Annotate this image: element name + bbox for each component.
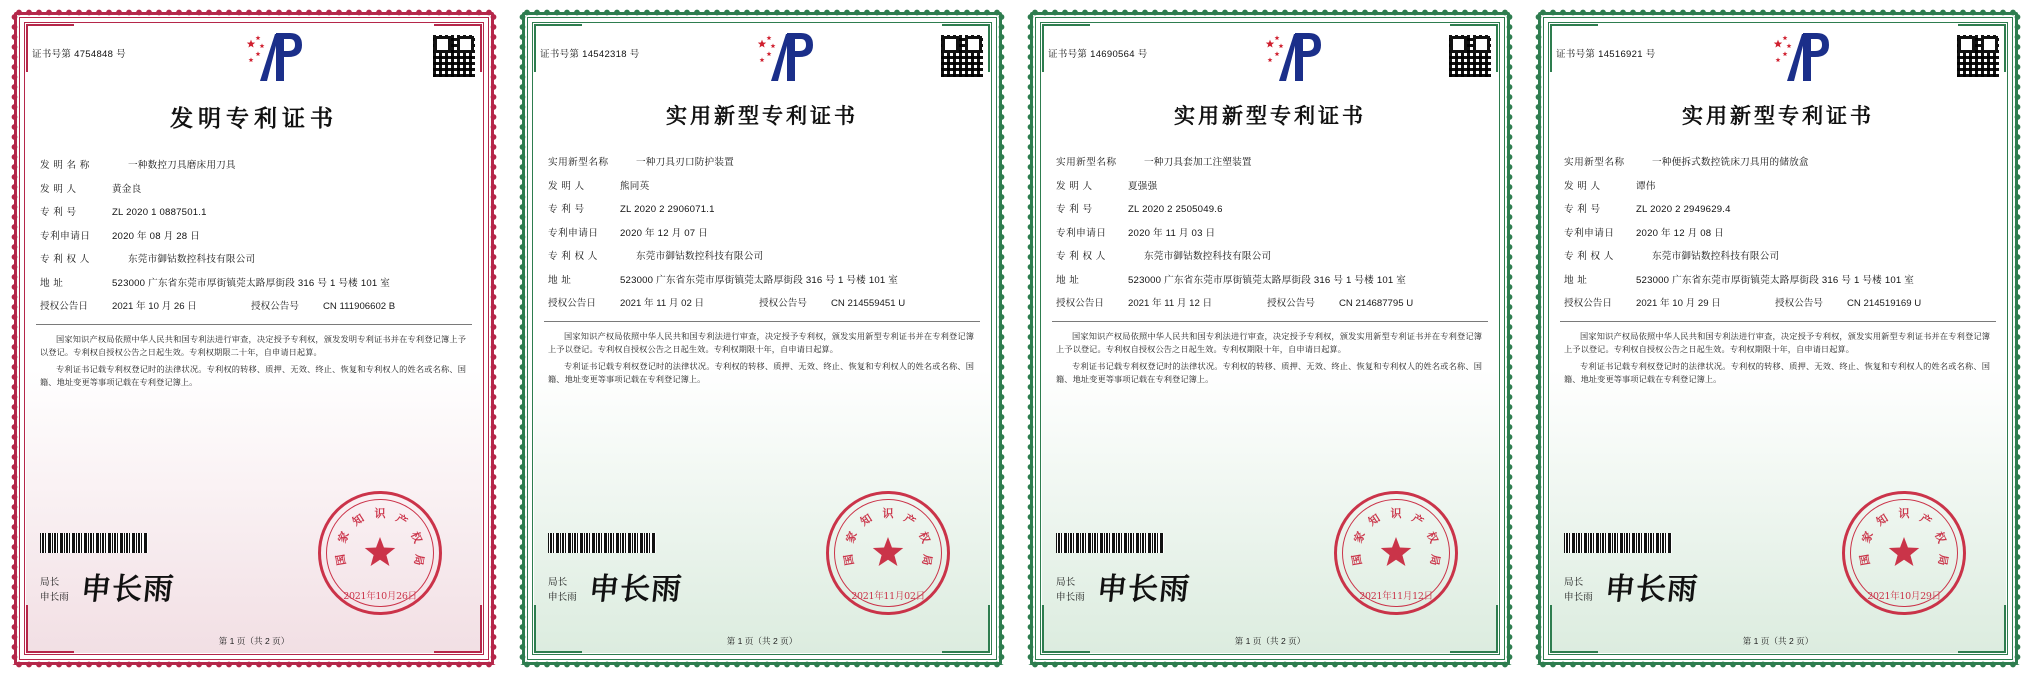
seal-date: 2021年11月02日 <box>851 591 925 602</box>
signature-block <box>1056 573 1190 607</box>
cnipa-logo-icon <box>757 30 823 84</box>
grant-field <box>548 297 759 311</box>
handwritten-signature: 申长雨 <box>586 572 684 607</box>
field-row <box>40 277 462 291</box>
field-label: 发 明 人 <box>1564 180 1601 192</box>
director-labels <box>40 575 69 607</box>
seal-text-char: 产 <box>393 511 410 529</box>
field-value: 黄金良 <box>112 183 142 195</box>
qr-code-icon <box>432 34 476 78</box>
grant-field <box>1267 297 1478 311</box>
seal-text-char: 国 <box>841 553 857 567</box>
barcode <box>1564 533 1672 553</box>
cnipa-logo-icon <box>1265 30 1331 84</box>
seal-star-icon <box>868 533 908 573</box>
legal-paragraph: 专利证书记载专利权登记时的法律状况。专利权的转移、质押、无效、终止、恢复和专利权人的姓名或名称、国籍、地址变更等事项记载在专利登记簿上。 <box>1056 361 1482 384</box>
field-value: 一种刀具刃口防护装置 <box>636 157 734 168</box>
director-name-label: 申长雨 <box>548 592 577 603</box>
certificate-page <box>1532 6 2024 671</box>
field-row <box>548 274 970 288</box>
field-label: 地 址 <box>548 274 572 286</box>
seal-text-char: 知 <box>1366 511 1383 529</box>
field-label: 发 明 名 称 <box>40 160 90 171</box>
field-value: 523000 广东省东莞市厚街镇莞太路厚街段 316 号 1 号楼 101 室 <box>1636 274 1915 286</box>
director-title-label: 局长 <box>40 577 60 588</box>
legal-paragraph: 国家知识产权局依照中华人民共和国专利法进行审查，决定授予专利权，颁发实用新型专利证书并在专利登记簿上予以登记。专利权自授权公告之日起生效。专利权期限十年，自申请日起算。 <box>548 331 974 354</box>
certificate-card <box>0 0 508 677</box>
seal-text-char: 家 <box>843 529 860 545</box>
field-value: 2021 年 10 月 29 日 <box>1636 298 1721 309</box>
field-value: 2020 年 08 月 28 日 <box>112 230 200 242</box>
certificate-title: 实用新型专利证书 <box>1174 103 1366 128</box>
director-title-label: 局长 <box>1056 577 1076 588</box>
seal-star-icon <box>1884 533 1924 573</box>
field-row <box>548 250 970 264</box>
seal-text-char: 识 <box>1390 507 1402 520</box>
certificate-content <box>1048 28 1492 649</box>
certificate-card <box>508 0 1016 677</box>
field-label: 授权公告号 <box>1267 298 1315 309</box>
legal-paragraph: 国家知识产权局依照中华人民共和国专利法进行审查，决定授予专利权，颁发实用新型专利证书并在专利登记簿上予以登记。专利权自授权公告之日起生效。专利权期限十年，自申请日起算。 <box>1564 331 1990 354</box>
field-value: ZL 2020 2 2505049.6 <box>1128 204 1223 215</box>
field-label: 专利申请日 <box>40 230 91 242</box>
grant-field <box>1775 297 1986 311</box>
field-row <box>40 159 462 173</box>
field-value: 东莞市御钴数控科技有限公司 <box>1652 251 1780 262</box>
legal-paragraph: 国家知识产权局依照中华人民共和国专利法进行审查，决定授予专利权，颁发实用新型专利证书并在专利登记簿上予以登记。专利权自授权公告之日起生效。专利权期限十年，自申请日起算。 <box>1056 331 1482 354</box>
official-seal <box>826 491 950 615</box>
field-value: 夏强强 <box>1128 180 1158 192</box>
certificate-header <box>1556 28 2000 90</box>
field-value: 2021 年 11 月 12 日 <box>1128 298 1213 309</box>
director-name-label: 申长雨 <box>1056 592 1085 603</box>
director-labels <box>1564 575 1593 607</box>
seal-text-char: 产 <box>1409 511 1426 529</box>
field-row <box>1056 250 1478 264</box>
field-value: 523000 广东省东莞市厚街镇莞太路厚街段 316 号 1 号楼 101 室 <box>620 274 899 286</box>
field-label: 专 利 权 人 <box>40 254 90 265</box>
director-title-label: 局长 <box>548 577 568 588</box>
field-list <box>540 156 984 311</box>
field-label: 专 利 权 人 <box>548 251 598 262</box>
field-label: 专 利 号 <box>548 204 585 215</box>
field-row <box>1056 227 1478 241</box>
seal-text-char: 权 <box>1424 529 1441 545</box>
field-value: 2020 年 12 月 08 日 <box>1636 227 1724 239</box>
field-value: 2020 年 12 月 07 日 <box>620 227 708 239</box>
field-row <box>548 227 970 241</box>
field-label: 专利申请日 <box>548 227 599 239</box>
legal-paragraph: 国家知识产权局依照中华人民共和国专利法进行审查，决定授予专利权，颁发发明专利证书并在专利登记簿上予以登记。专利权自授权公告之日起生效。专利权期限二十年，自申请日起算。 <box>40 334 466 357</box>
field-label: 发 明 人 <box>548 180 585 192</box>
field-value: CN 111906602 B <box>323 301 396 312</box>
field-row <box>1056 156 1478 170</box>
grant-row <box>40 300 462 314</box>
field-label: 专 利 权 人 <box>1564 251 1614 262</box>
certificate-number: 证书号第 14516921 号 <box>1556 49 1656 60</box>
field-value: 一种数控刀具磨床用刀具 <box>128 160 236 171</box>
field-row <box>548 180 970 194</box>
field-row <box>1564 250 1986 264</box>
field-row <box>1564 156 1986 170</box>
seal-text-char: 国 <box>1857 553 1873 567</box>
field-label: 授权公告日 <box>1056 298 1104 309</box>
grant-field <box>1564 297 1775 311</box>
director-labels <box>1056 575 1085 607</box>
certificate-header <box>32 28 476 90</box>
barcode <box>1056 533 1164 553</box>
page-footer: 第 1 页（共 2 页） <box>726 636 798 646</box>
certificate-number: 证书号第 14690564 号 <box>1048 49 1148 60</box>
section-divider <box>1560 321 1996 322</box>
field-label: 地 址 <box>1564 274 1588 286</box>
certificate-title: 实用新型专利证书 <box>1682 103 1874 128</box>
section-divider <box>36 324 472 325</box>
section-divider <box>544 321 980 322</box>
field-row <box>40 230 462 244</box>
seal-date: 2021年10月29日 <box>1867 591 1941 602</box>
official-seal <box>1842 491 1966 615</box>
legal-body-text <box>32 333 476 390</box>
field-row <box>548 156 970 170</box>
director-name-label: 申长雨 <box>40 592 69 603</box>
seal-star-icon <box>360 533 400 573</box>
field-row <box>1056 180 1478 194</box>
legal-body-text <box>1556 330 2000 387</box>
field-row <box>40 253 462 267</box>
seal-text-char: 产 <box>901 511 918 529</box>
field-value: 2021 年 10 月 26 日 <box>112 301 197 312</box>
seal-text-char: 识 <box>882 507 894 520</box>
seal-text-char: 识 <box>1898 507 1910 520</box>
field-label: 实用新型名称 <box>1056 157 1117 168</box>
field-label: 发 明 人 <box>1056 180 1093 192</box>
field-row <box>1564 203 1986 217</box>
certificate-header <box>540 28 984 90</box>
qr-code-icon <box>940 34 984 78</box>
field-value: ZL 2020 2 2949629.4 <box>1636 204 1731 215</box>
field-list <box>32 159 476 314</box>
field-label: 专 利 号 <box>40 207 77 218</box>
seal-text-char: 权 <box>916 529 933 545</box>
seal-text-char: 权 <box>408 529 425 545</box>
grant-field <box>251 300 462 314</box>
certificate-number: 证书号第 4754848 号 <box>32 49 126 60</box>
seal-text-char: 国 <box>1349 553 1365 567</box>
field-value: 东莞市御钴数控科技有限公司 <box>636 251 764 262</box>
field-label: 实用新型名称 <box>1564 157 1625 168</box>
seal-date: 2021年11月12日 <box>1359 591 1433 602</box>
cnipa-logo-icon <box>246 30 312 84</box>
certificate-content <box>1556 28 2000 649</box>
field-label: 授权公告日 <box>40 301 88 312</box>
seal-text-char: 知 <box>858 511 875 529</box>
certificate-page <box>1024 6 1516 671</box>
field-label: 授权公告号 <box>1775 298 1823 309</box>
seal-text-char: 局 <box>1427 553 1443 567</box>
seal-text-char: 家 <box>335 529 352 545</box>
grant-row <box>1056 297 1478 311</box>
barcode <box>40 533 148 553</box>
certificate-card <box>1016 0 1524 677</box>
field-label: 专 利 权 人 <box>1056 251 1106 262</box>
section-divider <box>1052 321 1488 322</box>
field-value: CN 214559451 U <box>831 298 906 309</box>
field-label: 授权公告日 <box>1564 298 1612 309</box>
seal-text-char: 局 <box>1935 553 1951 567</box>
field-value: CN 214519169 U <box>1847 298 1922 309</box>
field-row <box>1056 203 1478 217</box>
page-footer: 第 1 页（共 2 页） <box>1234 636 1306 646</box>
certificate-title: 实用新型专利证书 <box>666 103 858 128</box>
field-label: 实用新型名称 <box>548 157 609 168</box>
field-value: 一种便拆式数控铣床刀具用的储放盒 <box>1652 157 1809 168</box>
director-title-label: 局长 <box>1564 577 1584 588</box>
field-value: 东莞市御钴数控科技有限公司 <box>128 254 256 265</box>
seal-date: 2021年10月26日 <box>343 591 417 602</box>
field-row <box>40 206 462 220</box>
field-row <box>1564 180 1986 194</box>
field-label: 地 址 <box>1056 274 1080 286</box>
certificate-page <box>516 6 1008 671</box>
seal-text-char: 权 <box>1932 529 1949 545</box>
field-list <box>1048 156 1492 311</box>
grant-field <box>40 300 251 314</box>
legal-body-text <box>1048 330 1492 387</box>
signature-block <box>40 573 174 607</box>
barcode <box>548 533 656 553</box>
field-value: CN 214687795 U <box>1339 298 1414 309</box>
field-row <box>1056 274 1478 288</box>
field-value: 2021 年 11 月 02 日 <box>620 298 705 309</box>
grant-row <box>548 297 970 311</box>
director-name-label: 申长雨 <box>1564 592 1593 603</box>
seal-star-icon <box>1376 533 1416 573</box>
official-seal <box>1334 491 1458 615</box>
field-value: ZL 2020 1 0887501.1 <box>112 207 207 218</box>
field-label: 专利申请日 <box>1564 227 1615 239</box>
qr-code-icon <box>1448 34 1492 78</box>
legal-paragraph: 专利证书记载专利权登记时的法律状况。专利权的转移、质押、无效、终止、恢复和专利权人的姓名或名称、国籍、地址变更等事项记载在专利登记簿上。 <box>40 364 466 387</box>
handwritten-signature: 申长雨 <box>78 572 176 607</box>
field-label: 授权公告号 <box>759 298 807 309</box>
seal-text-char: 知 <box>1874 511 1891 529</box>
grant-field <box>1056 297 1267 311</box>
field-row <box>1564 274 1986 288</box>
field-value: 东莞市御钴数控科技有限公司 <box>1144 251 1272 262</box>
field-row <box>548 203 970 217</box>
handwritten-signature: 申长雨 <box>1094 572 1192 607</box>
seal-text-char: 国 <box>333 553 349 567</box>
field-label: 地 址 <box>40 277 64 289</box>
field-label: 专利申请日 <box>1056 227 1107 239</box>
certificate-header <box>1048 28 1492 90</box>
seal-text-char: 产 <box>1917 511 1934 529</box>
certificate-content <box>32 28 476 649</box>
field-label: 授权公告日 <box>548 298 596 309</box>
certificate-title: 发明专利证书 <box>170 105 338 132</box>
field-value: ZL 2020 2 2906071.1 <box>620 204 715 215</box>
field-label: 授权公告号 <box>251 301 299 312</box>
signature-block <box>1564 573 1698 607</box>
field-value: 谭伟 <box>1636 180 1656 192</box>
field-value: 523000 广东省东莞市厚街镇莞太路厚街段 316 号 1 号楼 101 室 <box>112 277 391 289</box>
field-row <box>40 183 462 197</box>
signature-block <box>548 573 682 607</box>
legal-body-text <box>540 330 984 387</box>
seal-text-char: 局 <box>411 553 427 567</box>
legal-paragraph: 专利证书记载专利权登记时的法律状况。专利权的转移、质押、无效、终止、恢复和专利权人的姓名或名称、国籍、地址变更等事项记载在专利登记簿上。 <box>548 361 974 384</box>
cnipa-logo-icon <box>1773 30 1839 84</box>
field-row <box>1564 227 1986 241</box>
certificate-page <box>8 6 500 671</box>
seal-text-char: 知 <box>350 511 367 529</box>
certificate-content <box>540 28 984 649</box>
field-label: 发 明 人 <box>40 183 77 195</box>
grant-row <box>1564 297 1986 311</box>
seal-text-char: 局 <box>919 553 935 567</box>
seal-text-char: 识 <box>374 507 386 520</box>
seal-text-char: 家 <box>1859 529 1876 545</box>
seal-text-char: 家 <box>1351 529 1368 545</box>
legal-paragraph: 专利证书记载专利权登记时的法律状况。专利权的转移、质押、无效、终止、恢复和专利权人的姓名或名称、国籍、地址变更等事项记载在专利登记簿上。 <box>1564 361 1990 384</box>
handwritten-signature: 申长雨 <box>1602 572 1700 607</box>
field-value: 523000 广东省东莞市厚街镇莞太路厚街段 316 号 1 号楼 101 室 <box>1128 274 1407 286</box>
field-value: 2020 年 11 月 03 日 <box>1128 227 1216 239</box>
qr-code-icon <box>1956 34 2000 78</box>
field-list <box>1556 156 2000 311</box>
certificate-card <box>1524 0 2032 677</box>
page-footer: 第 1 页（共 2 页） <box>1742 636 1814 646</box>
field-value: 熊同英 <box>620 180 650 192</box>
field-value: 一种刀具套加工注塑装置 <box>1144 157 1252 168</box>
field-label: 专 利 号 <box>1564 204 1601 215</box>
field-label: 专 利 号 <box>1056 204 1093 215</box>
official-seal <box>318 491 442 615</box>
certificate-number: 证书号第 14542318 号 <box>540 49 640 60</box>
director-labels <box>548 575 577 607</box>
page-footer: 第 1 页（共 2 页） <box>218 636 290 646</box>
grant-field <box>759 297 970 311</box>
